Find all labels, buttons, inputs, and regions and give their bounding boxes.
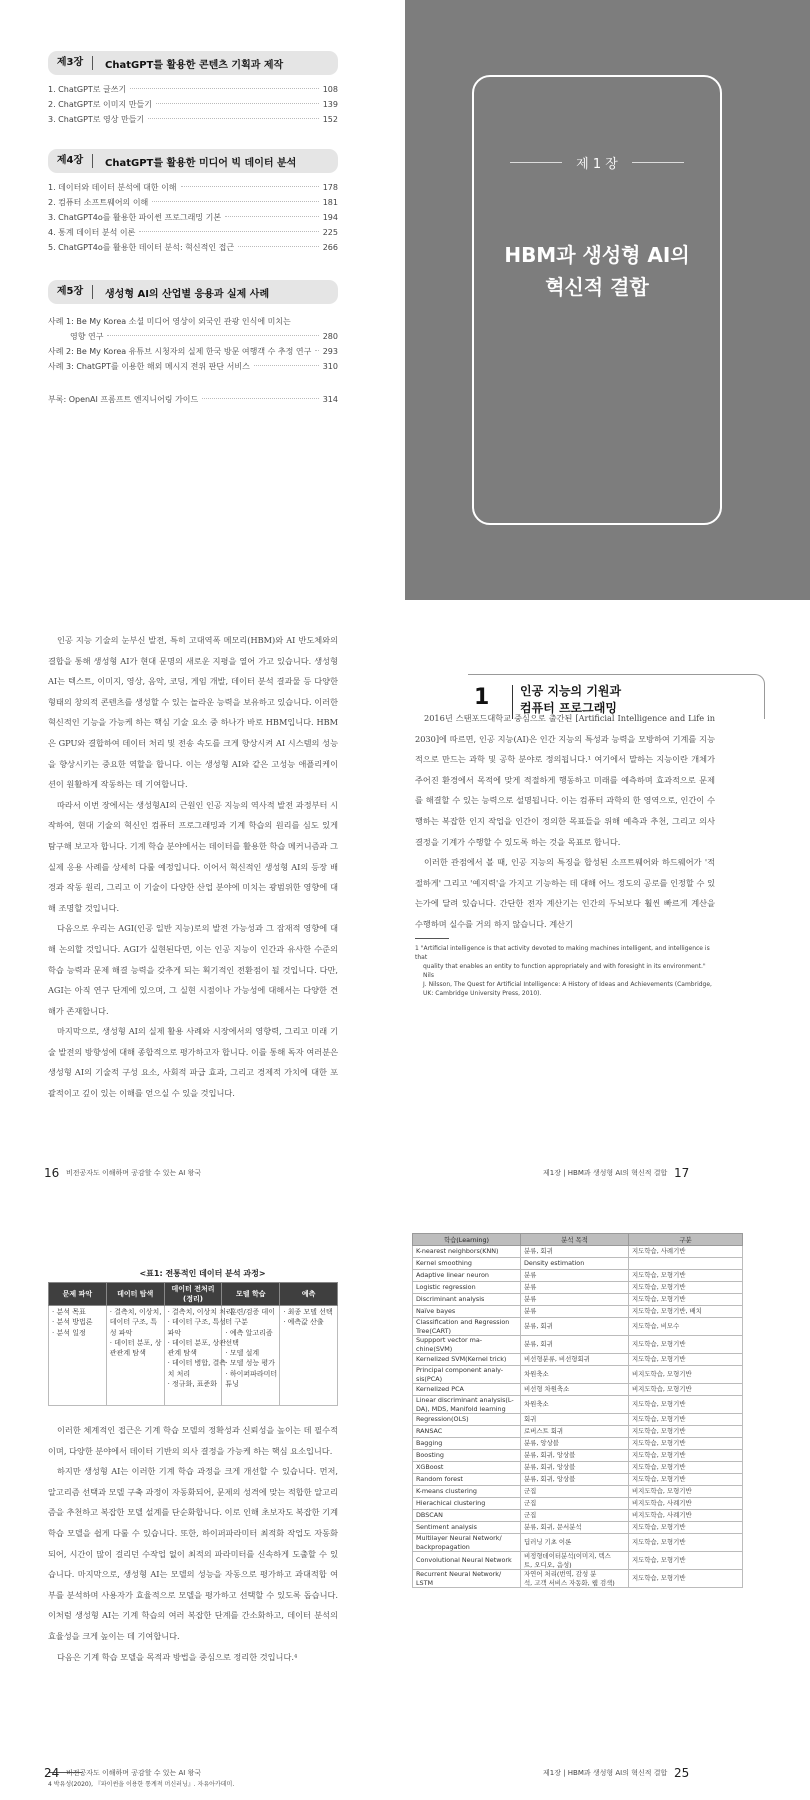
table-cell: Density estimation xyxy=(521,1258,629,1270)
table-row xyxy=(413,1246,743,1258)
table-header: 구분 xyxy=(629,1234,743,1246)
toc-chapter-3 xyxy=(48,51,338,129)
table-row xyxy=(413,1414,743,1426)
table-cell: K-means clustering xyxy=(413,1486,521,1498)
table-cell: 차원축소 xyxy=(521,1396,629,1414)
chapter-title: 생성형 AI의 산업별 응용과 실제 사례 xyxy=(105,288,270,300)
table-cell: Suppport vector ma- chine(SVM) xyxy=(413,1336,521,1354)
table-row xyxy=(413,1270,743,1282)
toc-entry[interactable]: 1. 데이터와 데이터 분석에 대한 이해 178 xyxy=(48,183,338,192)
table-cell: 비선형 차원축소 xyxy=(521,1384,629,1396)
toc-chapter-4 xyxy=(48,149,338,257)
table-cell: 지도학습, 모형기반 xyxy=(629,1270,743,1282)
table-row xyxy=(413,1462,743,1474)
table-cell: 지도학습, 모형기반 xyxy=(629,1414,743,1426)
cover-frame xyxy=(472,75,722,525)
table-cell: 분류 xyxy=(521,1270,629,1282)
table-cell: 비지도학습, 모형기반 xyxy=(629,1486,743,1498)
table-cell: · 결측치, 이상치 처리 · 데이터 구조, 특성 파악 · 데이터 분포, 상관 관계 탐색 · 데이터 병합, 결측 치 처리 · 정규화, 표준화 xyxy=(164,1306,222,1406)
table-cell: 군집 xyxy=(521,1498,629,1510)
table-cell: 지도학습, 모형기반 xyxy=(629,1450,743,1462)
table-cell: 분류, 회귀, 앙상블 xyxy=(521,1462,629,1474)
toc-entry[interactable]: 사례 3: ChatGPT를 이용한 해외 메시지 전위 판단 서비스 310 xyxy=(48,362,338,371)
table-row xyxy=(413,1396,743,1414)
table-cell: · 최종 모델 선택 · 예측값 산출 xyxy=(280,1306,338,1406)
chapter-title: ChatGPT를 활용한 콘텐츠 기획과 제작 xyxy=(105,59,284,71)
footnote: 1 "Artificial intelligence is that activity devoted to making machines intelligent, and intelligence is that quality that enables an entity to function appropriately and with foresight in its environment." Nils J. Nilsson, The Quest for Artificial Intelligence: A History of Ideas and Achievements (Cambridge, UK: Cambridge University Press, 2010). xyxy=(415,945,712,997)
table-cell: Kernel smoothing xyxy=(413,1258,521,1270)
table-cell: 군집 xyxy=(521,1486,629,1498)
table-row xyxy=(413,1306,743,1318)
table-cell: 분류, 회귀 xyxy=(521,1246,629,1258)
table-cell: 분류, 회귀, 문서분석 xyxy=(521,1522,629,1534)
chapter-cover-page xyxy=(405,0,810,600)
table-cell: 분류, 회귀, 앙상블 xyxy=(521,1450,629,1462)
toc-chapter-5 xyxy=(48,280,338,376)
table-row xyxy=(413,1498,743,1510)
table-cell: 지도학습, 모형기반 xyxy=(629,1354,743,1366)
table-cell: Bagging xyxy=(413,1438,521,1450)
table-cell: 비지도학습, 사례기반 xyxy=(629,1498,743,1510)
table-cell: · 분석 목표 · 분석 방법론 · 분석 일정 xyxy=(49,1306,107,1406)
table-row xyxy=(413,1318,743,1336)
table-cell: 자연어 처리(번역, 감성 분 석, 고객 서비스 자동화, 웹 검색) xyxy=(521,1570,629,1588)
table-cell: 지도학습, 모형기반 xyxy=(629,1396,743,1414)
table-row xyxy=(413,1336,743,1354)
table-cell: 회귀 xyxy=(521,1414,629,1426)
page-footer: 제1장 | HBM과 생성형 AI의 혁신적 결합 17 xyxy=(543,1166,690,1180)
toc-entry[interactable]: 3. ChatGPT4o를 활용한 파이썬 프로그래밍 기본 194 xyxy=(48,213,338,222)
table-cell: 분류, 회귀, 앙상블 xyxy=(521,1474,629,1486)
table-cell: 지도학습, 모형기반 xyxy=(629,1552,743,1570)
table-cell: 지도학습, 모형기반 xyxy=(629,1294,743,1306)
page-footer: 제1장 | HBM과 생성형 AI의 혁신적 결합 25 xyxy=(543,1766,690,1780)
table-row xyxy=(413,1534,743,1552)
table-row xyxy=(413,1426,743,1438)
ml-algorithm-table xyxy=(412,1233,743,1588)
table-cell: 지도학습, 사례기반 xyxy=(629,1246,743,1258)
table-row xyxy=(413,1366,743,1384)
cover-chapter-label: 제 1 장 xyxy=(474,153,720,172)
chapter-bar xyxy=(48,149,338,173)
toc-entry[interactable]: 영향 연구 280 xyxy=(70,332,338,341)
table-cell: · 훈련/검증 데이 터 구분 · 예측 알고리즘 선택 · 모델 설계 · 모델 성능 평가 · 하이퍼파라미터 튜닝 xyxy=(222,1306,280,1406)
table-cell: Kernelized PCA xyxy=(413,1384,521,1396)
toc-entry[interactable]: 2. 컴퓨터 소프트웨어의 이해 181 xyxy=(48,198,338,207)
chapter-number: 제4장 xyxy=(48,154,93,168)
body-text: 이러한 체계적인 접근은 기계 학습 모델의 정확성과 신뢰성을 높이는 데 필수적이며, 다양한 분야에서 데이터 기반의 의사 결정을 가능케 하는 핵심 요소입니다. 하지만 생성형 AI는 이러한 기계 학습 과정을 크게 개선할 수 있습니다. 먼저, 알고리즘 선택과 모델 구축 과정이 자동화되어, 문제의 성격에 맞는 적합한 알고리즘을 추천하고 복잡한 모델 설계를 단순화합니다. 이로 인해 초보자도 복잡한 기계 학습 모델을 쉽게 다룰 수 있습니다. 또한, 하이퍼파라미터 최적화 작업도 자동화되어, 시간이 많이 걸리던 수작업 없이 최적의 파라미터를 신속하게 도출할 수 있습니다. 마지막으로, 생성형 AI는 모델의 성능을 자동으로 평가하고 과대적합 여부를 분석하며 사용자가 효율적으로 모델을 평가하고 선택할 수 있도록 돕습니다. 이처럼 생성형 AI는 기계 학습의 여러 복잡한 단계를 간소화하고, 데이터 분석의 효율성을 크게 높이는 데 기여합니다. 다음은 기계 학습 모델을 목적과 방법을 중심으로 정리한 것입니다.⁴ xyxy=(48,1425,338,1662)
table-cell: Sentiment analysis xyxy=(413,1522,521,1534)
table-cell: 군집 xyxy=(521,1510,629,1522)
table-cell: Hierachical clustering xyxy=(413,1498,521,1510)
table-cell: 비선형분류, 비선형회귀 xyxy=(521,1354,629,1366)
table-row xyxy=(413,1486,743,1498)
table-cell: 분류 xyxy=(521,1294,629,1306)
table-cell: 지도학습, 모형기반 xyxy=(629,1438,743,1450)
toc-page xyxy=(0,0,405,600)
table-cell: 비지도학습, 모형기반 xyxy=(629,1384,743,1396)
table-cell: 딥러닝 기초 이론 xyxy=(521,1534,629,1552)
toc-entry[interactable]: 5. ChatGPT4o를 활용한 데이터 분석: 혁신적인 접근 266 xyxy=(48,243,338,252)
table-cell: 비지도학습, 모형기반 xyxy=(629,1366,743,1384)
table-row xyxy=(413,1438,743,1450)
table-cell: Principal component analy- sis(PCA) xyxy=(413,1366,521,1384)
analysis-process-table xyxy=(48,1282,338,1406)
table-cell: 지도학습, 모형기반 xyxy=(629,1522,743,1534)
table-cell: K-nearest neighbors(KNN) xyxy=(413,1246,521,1258)
table-row xyxy=(413,1450,743,1462)
table-cell: Classification and Regression Tree(CART) xyxy=(413,1318,521,1336)
table-cell: Adaptive linear neuron xyxy=(413,1270,521,1282)
section-number: 1 xyxy=(474,685,490,710)
toc-appendix[interactable]: 부록: OpenAI 프롬프트 엔지니어링 가이드 314 xyxy=(48,395,338,404)
table-cell: DBSCAN xyxy=(413,1510,521,1522)
table-cell: 지도학습, 모형기반 xyxy=(629,1426,743,1438)
table-cell: 분류, 회귀 xyxy=(521,1318,629,1336)
table-cell: 차원축소 xyxy=(521,1366,629,1384)
toc-entry[interactable]: 1. ChatGPT로 글쓰기 108 xyxy=(48,85,338,94)
chapter-number: 제3장 xyxy=(48,56,93,70)
table-row xyxy=(413,1510,743,1522)
footnote: 4 박유성(2020), 『파이썬을 이용한 통계적 머신러닝』. 자유아카데미. xyxy=(48,1781,235,1788)
table-cell: 지도학습, 모형기반 xyxy=(629,1462,743,1474)
table-cell: 비정형데이터분석(이미지, 텍스 트, 오디오, 음성) xyxy=(521,1552,629,1570)
table-cell: 지도학습, 모형기반 xyxy=(629,1336,743,1354)
table-row xyxy=(413,1282,743,1294)
chapter-bar xyxy=(48,280,338,304)
table-cell: · 결측치, 이상치, 데이터 구조, 특 성 파악 · 데이터 분포, 상 관관계 탐색 xyxy=(106,1306,164,1406)
table-cell: 지도학습, 비모수 xyxy=(629,1318,743,1336)
table-cell: Regression(OLS) xyxy=(413,1414,521,1426)
table-cell: RANSAC xyxy=(413,1426,521,1438)
table-cell: 지도학습, 모형기반, 배치 xyxy=(629,1306,743,1318)
table-header: 데이터 전처리(정리) xyxy=(164,1283,222,1306)
page-footer: 16 비전공자도 이해하며 공감할 수 있는 AI 왕국 xyxy=(44,1166,202,1180)
table-header: 분석 목적 xyxy=(521,1234,629,1246)
chapter-number: 제5장 xyxy=(48,285,93,299)
cover-title: HBM과 생성형 AI의 혁신적 결합 xyxy=(504,243,690,299)
toc-entry[interactable]: 4. 통계 데이터 분석 이론 225 xyxy=(48,228,338,237)
table-cell: 분류, 회귀 xyxy=(521,1336,629,1354)
table-cell: Discriminant analysis xyxy=(413,1294,521,1306)
table-cell: 지도학습, 모형기반 xyxy=(629,1534,743,1552)
body-text: 인공 지능 기술의 눈부신 발전, 특히 고대역폭 메모리(HBM)와 AI 반도체와의 결합을 통해 생성형 AI가 현대 문명의 새로운 지평을 열어 가고 있습니다. 생성형 AI는 텍스트, 이미지, 영상, 음악, 코딩, 게임 개발, 데이터 분석 결과물 등 다양한 형태의 창의적 콘텐츠를 생성할 수 있는 놀라운 능력을 보유하고 있습니다. 이러한 혁신적인 기능을 가능케 하는 핵심 기술 요소 중 하나가 바로 HBM입니다. HBM은 GPU와 결합하여 데이터 처리 및 전송 속도를 크게 향상시켜 AI 시스템의 성능을 향상시키는 중요한 역할을 합니다. 이는 생성형 AI와 같은 고성능 애플리케이션이 원활하게 작동하는 데 기여합니다. 따라서 이번 장에서는 생성형AI의 근원인 인공 지능의 역사적 발전 과정부터 시작하여, 현대 기술의 혁신인 컴퓨터 프로그래밍과 기계 학습의 원리를 심도 있게 탐구해 보고자 합니다. 기계 학습 분야에서는 데이터를 활용한 학습 메커니즘과 그 실제 응용 사례를 상세히 다룰 예정입니다. 이어서 혁신적인 생성형 AI의 등장 배경과 작동 원리, 그리고 이 기술이 다양한 산업 분야에 미치는 광범위한 영향에 대해 조명할 것입니다. 다음으로 우리는 AGI(인공 일반 지능)로의 발전 가능성과 그 잠재적 영향에 대해 논의할 것입니다. AGI가 실현된다면, 이는 인공 지능이 인간과 유사한 수준의 학습 능력과 문제 해결 능력을 갖추게 되는 획기적인 전환점이 될 것입니다. 다만, AGI는 아직 연구 단계에 있으며, 그 실현 시점이나 가능성에 대해서는 다양한 견해가 존재합니다. 마지막으로, 생성형 AI의 실제 활용 사례와 시장에서의 영향력, 그리고 미래 기술 발전의 방향성에 대해 종합적으로 평가하고자 합니다. 이를 통해 독자 여러분은 생성형 AI의 기술적 구성 요소, 사회적 파급 효과, 그리고 경제적 가치에 대한 포괄적이고 깊이 있는 이해를 얻으실 수 있을 것입니다. xyxy=(48,635,338,1099)
table-cell: Boosting xyxy=(413,1450,521,1462)
table-cell: Linear discriminant analysis(L- DA), MDS, Manifold learning xyxy=(413,1396,521,1414)
chapter-bar xyxy=(48,51,338,75)
table-row xyxy=(413,1552,743,1570)
table-cell: 비지도학습, 사례기반 xyxy=(629,1510,743,1522)
table-header: 예측 xyxy=(280,1283,338,1306)
table-cell: Naïve bayes xyxy=(413,1306,521,1318)
table-cell: 지도학습, 모형기반 xyxy=(629,1570,743,1588)
table-row xyxy=(413,1258,743,1270)
table-row xyxy=(413,1384,743,1396)
toc-entry-line[interactable]: 사례 1: Be My Korea 소셜 미디어 영상이 외국인 관광 인식에 미치는 xyxy=(48,317,291,326)
table-header: 학습(Learning) xyxy=(413,1234,521,1246)
table-row xyxy=(413,1474,743,1486)
table-cell: Recurrent Neural Network/ LSTM xyxy=(413,1570,521,1588)
table-header: 모델 학습 xyxy=(222,1283,280,1306)
table-cell: Convolutional Neural Network xyxy=(413,1552,521,1570)
table-cell: 지도학습, 모형기반 xyxy=(629,1474,743,1486)
body-text: 2016년 스탠포드대학교 중심으로 출간된 [Artificial Intelligence and Life in 2030]에 따르면, 인공 지능(AI)은 인간 지능의 특성과 능력을 모방하여 기계를 지능적으로 만드는 과학 및 공학 분야로 정의됩니다.¹ 여기에서 말하는 지능이란 개체가 주어진 환경에서 목적에 맞게 적절하게 행동하고 미래를 예측하며 효과적으로 문제를 해결할 수 있는 능력으로 설명됩니다. 이는 컴퓨터 과학의 한 영역으로, 인간이 수행하는 복잡한 인지 작업을 인간이 정의한 목표들을 위해 예측과 추천, 그리고 의사 결정을 기계가 수행할 수 있도록 하는 것을 목표로 합니다. 이러한 관점에서 볼 때, 인공 지능의 특징을 합성된 소프트웨어와 하드웨어가 '적절하게' 그리고 '예지력'을 가지고 기능하는 데 대해 어느 정도의 공로를 인정할 수 있는가에 달려 있습니다. 간단한 전자 계산기는 인간의 두뇌보다 훨씬 빠르게 계산을 수행하며 실수를 거의 하지 않습니다. 계산기 xyxy=(415,713,715,929)
toc-entry[interactable]: 2. ChatGPT로 이미지 만들기 139 xyxy=(48,100,338,109)
table-row xyxy=(413,1522,743,1534)
table-row xyxy=(413,1294,743,1306)
table-cell xyxy=(629,1258,743,1270)
table-cell: Kernelized SVM(Kernel trick) xyxy=(413,1354,521,1366)
table-cell: 분류, 앙상블 xyxy=(521,1438,629,1450)
table-header: 문제 파악 xyxy=(49,1283,107,1306)
table-cell: 분류 xyxy=(521,1282,629,1294)
table-cell: Logistic regression xyxy=(413,1282,521,1294)
page-16 xyxy=(0,600,405,1200)
table-row xyxy=(413,1354,743,1366)
page-17 xyxy=(405,600,810,1200)
table-row xyxy=(413,1570,743,1588)
table-caption: <표1: 전통적인 데이터 분석 과정> xyxy=(139,1269,266,1278)
section-title: 인공 지능의 기원과 컴퓨터 프로그래밍 xyxy=(520,684,622,715)
table-cell: 로버스트 회귀 xyxy=(521,1426,629,1438)
page-footer: 24 비전공자도 이해하며 공감할 수 있는 AI 왕국 xyxy=(44,1766,202,1780)
chapter-title: ChatGPT를 활용한 미디어 빅 데이터 분석 xyxy=(105,157,297,169)
table-cell: 지도학습, 모형기반 xyxy=(629,1282,743,1294)
toc-entry[interactable]: 3. ChatGPT로 영상 만들기 152 xyxy=(48,115,338,124)
table-cell: XGBoost xyxy=(413,1462,521,1474)
toc-entry[interactable]: 사례 2: Be My Korea 유튜브 시청자의 실제 한국 방문 여행객 수 추정 연구 293 xyxy=(48,347,338,356)
table-cell: 분류 xyxy=(521,1306,629,1318)
table-header: 데이터 탐색 xyxy=(106,1283,164,1306)
table-cell: Random forest xyxy=(413,1474,521,1486)
table-cell: Multilayer Neural Network/ backpropagation xyxy=(413,1534,521,1552)
